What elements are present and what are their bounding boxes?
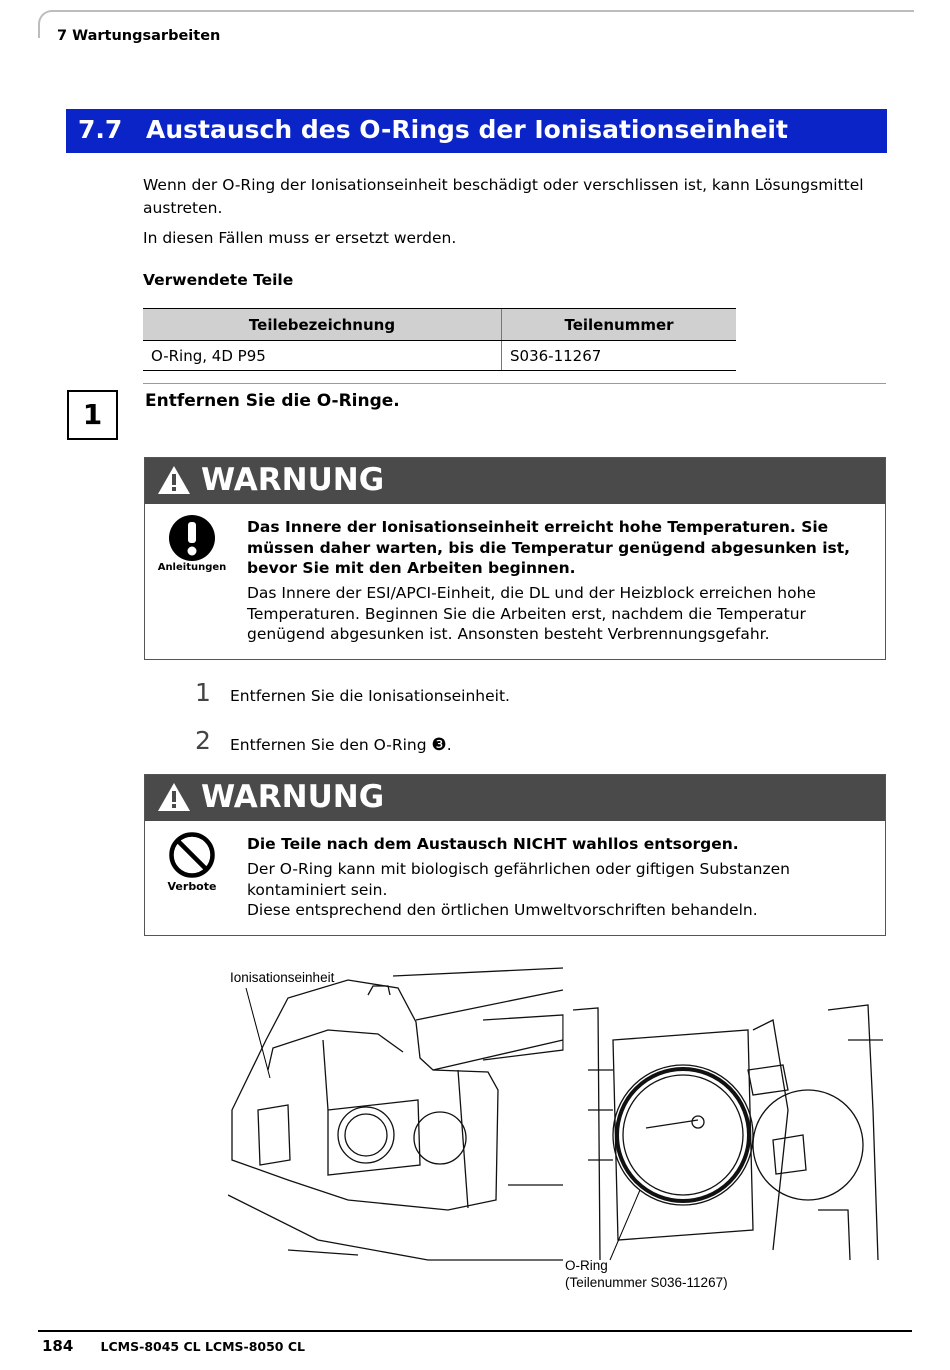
substep-2-text-tail: . — [446, 736, 452, 754]
substep-2-text-main: Entfernen Sie den O-Ring — [230, 736, 432, 754]
substep-number: 2 — [195, 726, 211, 755]
column-header-number: Teilenummer — [502, 309, 737, 341]
prohibition-icon — [168, 831, 216, 879]
warning-header — [145, 458, 885, 504]
warning-body-text-1: Der O-Ring kann mit biologisch gefährlichen oder giftigen Substanzen kontaminiert sein. — [247, 860, 790, 899]
warning-box-1 — [144, 457, 886, 660]
substep-2 — [195, 726, 211, 755]
parts-heading: Verwendete Teile — [143, 271, 294, 289]
step-number: 1 — [67, 390, 118, 440]
warning-title: WARNUNG — [201, 779, 385, 815]
warning-header — [145, 775, 885, 821]
warning-triangle-icon — [157, 782, 191, 812]
warning-body-text-2: Diese entsprechend den örtlichen Umweltvorschriften behandeln. — [247, 901, 758, 919]
warning-body-text: Das Innere der ESI/APCI-Einheit, die DL und der Heizblock erreichen hohe Temperaturen. Beginnen Sie die Arbeiten erst, nachdem die Temperatur genügend abgesunken ist. Ansonsten besteht Verbrennungsgefahr. — [247, 584, 816, 643]
ionization-unit-figure — [228, 960, 884, 1276]
warning-box-2 — [144, 774, 886, 936]
step-divider — [143, 383, 886, 384]
substep-1 — [195, 678, 211, 707]
icon-caption: Verbote — [167, 880, 217, 893]
part-name: O-Ring, 4D P95 — [143, 341, 502, 371]
warning-title: WARNUNG — [201, 462, 385, 498]
section-title: Austausch des O-Rings der Ionisationseinheit — [146, 115, 788, 144]
step-title: Entfernen Sie die O-Ringe. — [145, 391, 400, 411]
callout-marker: ❸ — [431, 735, 447, 755]
page-number: 184 — [42, 1337, 74, 1355]
table-row — [143, 341, 736, 371]
intro-paragraph-1: Wenn der O-Ring der Ionisationseinheit beschädigt oder verschlissen ist, kann Lösungsmittel austreten. — [143, 176, 864, 217]
footer — [42, 1337, 305, 1355]
intro-paragraph-2: In diesen Fällen muss er ersetzt werden. — [143, 229, 457, 247]
parts-table — [143, 308, 736, 371]
section-number: 7.7 — [78, 115, 123, 144]
warning-triangle-icon — [157, 465, 191, 495]
substep-1-text: Entfernen Sie die Ionisationseinheit. — [230, 687, 510, 705]
mandatory-exclamation-icon — [168, 514, 216, 562]
icon-caption: Anleitungen — [157, 562, 227, 573]
figure-label-ionization-unit: Ionisationseinheit — [230, 970, 335, 985]
table-header-row — [143, 309, 736, 341]
figure-label-o-ring: O-Ring — [565, 1258, 608, 1273]
warning-bold-text: Die Teile nach dem Austausch NICHT wahllos entsorgen. — [247, 835, 739, 853]
warning-bold-text: Das Innere der Ionisationseinheit erreicht hohe Temperaturen. Sie müssen daher warten, bis die Temperatur genügend abgesunken ist, bevor Sie mit den Arbeiten beginnen. — [247, 518, 851, 577]
section-title-bar — [66, 109, 887, 153]
substep-number: 1 — [195, 678, 211, 707]
part-number: S036-11267 — [502, 341, 737, 371]
model-name: LCMS-8045 CL LCMS-8050 CL — [100, 1339, 305, 1354]
chapter-header: 7 Wartungsarbeiten — [57, 28, 221, 44]
footer-rule — [38, 1330, 912, 1332]
substep-2-text — [230, 735, 452, 755]
column-header-name: Teilebezeichnung — [143, 309, 502, 341]
figure-label-part-number: (Teilenummer S036-11267) — [565, 1275, 728, 1290]
